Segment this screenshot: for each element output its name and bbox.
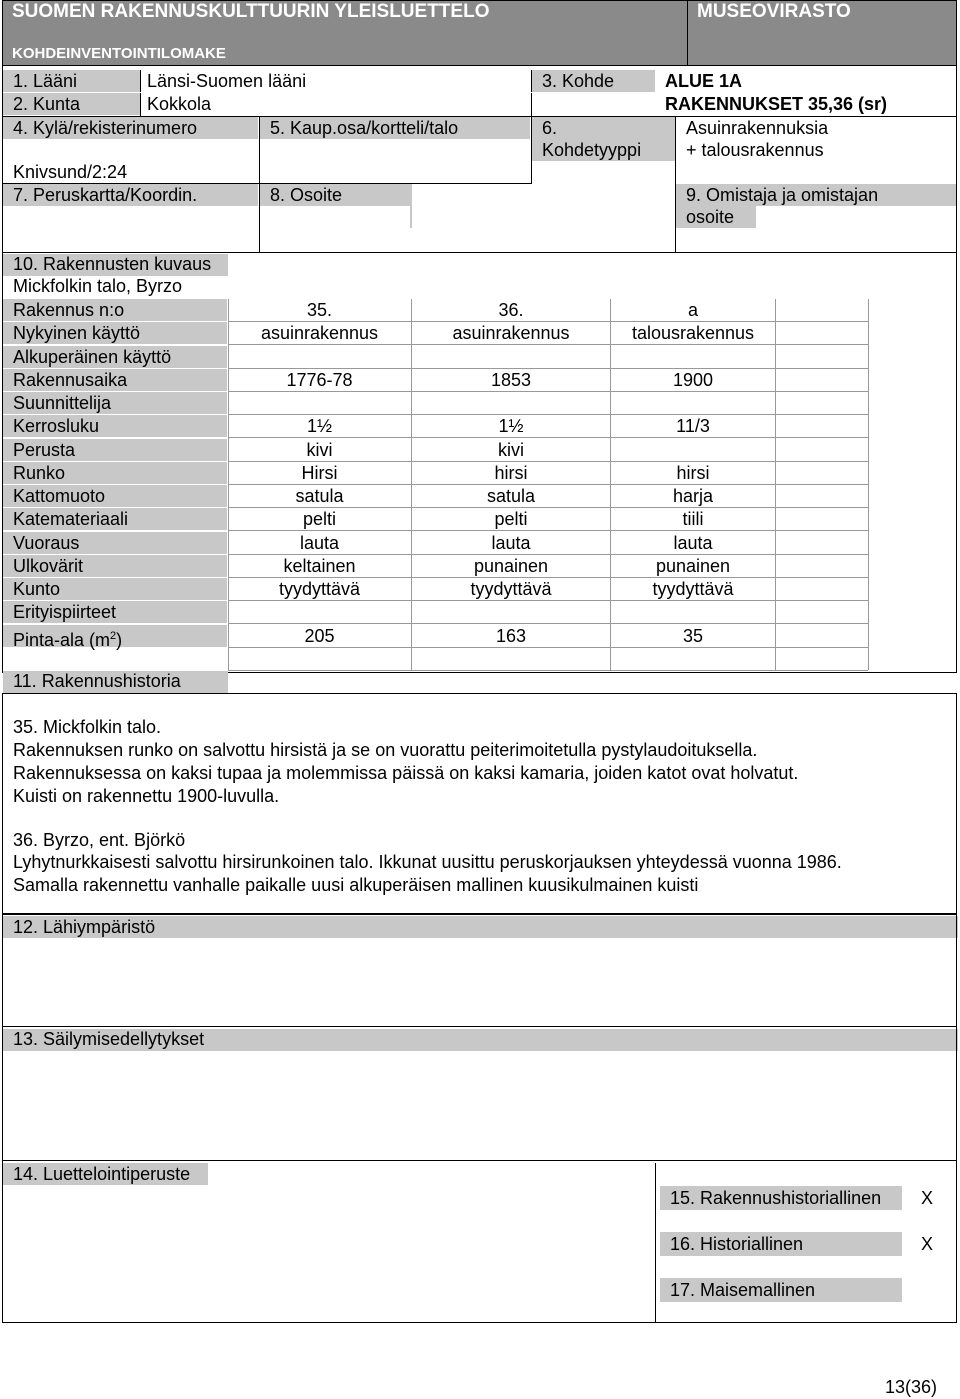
- table-row-label: [13, 369, 127, 391]
- divider: [531, 117, 532, 184]
- kohdetyyppi-value-1: Asuinrakennuksia: [686, 118, 829, 138]
- table-cell: asuinrakennus: [260, 323, 379, 343]
- table-cell: 35: [682, 626, 704, 646]
- form-subtitle: KOHDEINVENTOINTILOMAKE: [12, 45, 226, 62]
- criterion-17-label: 17. Maisemallinen: [670, 1280, 816, 1300]
- table-row-divider: [228, 437, 868, 438]
- table-cell: 36.: [498, 300, 524, 320]
- kohde-buildings: RAKENNUKSET 35,36 (sr): [665, 94, 888, 114]
- kaup-label: 5. Kaup.osa/kortteli/talo: [270, 118, 459, 138]
- omistaja-label-2: osoite: [686, 207, 735, 227]
- divider: [675, 117, 676, 253]
- row-label-text: Ulkovärit: [13, 556, 84, 576]
- table-cell: satula: [486, 486, 536, 506]
- table-column-divider: [868, 299, 869, 670]
- section-13-box: [2, 1026, 957, 1161]
- row-label-text: Kunto: [13, 579, 61, 599]
- page-number: 13(36): [885, 1377, 938, 1397]
- criterion-16-label: 16. Historiallinen: [670, 1234, 804, 1254]
- history-line: Lyhytnurkkaisesti salvottu hirsirunkoinen talo. Ikkunat uusittu peruskorjauksen yhteydessä vuonna 1986.: [13, 852, 842, 872]
- row-label-text: Erityispiirteet: [13, 602, 117, 622]
- table-row-divider: [228, 391, 868, 392]
- table-row-label: [13, 532, 79, 554]
- table-row-divider: [228, 530, 868, 531]
- table-cell: 1½: [306, 416, 333, 436]
- table-cell: punainen: [473, 556, 549, 576]
- row-label-text: Pinta-ala (m: [13, 630, 111, 650]
- kohde-value: ALUE 1A: [665, 71, 743, 91]
- omistaja-label-1: 9. Omistaja ja omistajan: [686, 185, 879, 205]
- table-cell: 205: [304, 626, 335, 646]
- divider: [3, 116, 956, 117]
- agency-name: MUSEOVIRASTO: [697, 1, 851, 22]
- table-cell: kivi: [306, 440, 333, 460]
- criterion-15-label: 15. Rakennushistoriallinen: [670, 1188, 882, 1208]
- table-column-divider: [411, 299, 412, 670]
- table-row-label: [13, 299, 124, 321]
- table-cell: 35.: [306, 300, 333, 320]
- section-11-heading: 11. Rakennushistoria: [13, 671, 181, 691]
- table-row-label: [13, 392, 111, 414]
- row-label-text: Kerrosluku: [13, 416, 100, 436]
- table-row-label: [13, 508, 128, 530]
- table-cell: asuinrakennus: [452, 323, 570, 343]
- divider: [531, 70, 532, 116]
- table-cell: lauta: [491, 533, 531, 553]
- osoite-label: 8. Osoite: [270, 185, 343, 205]
- section-10-subheading: Mickfolkin talo, Byrzo: [13, 276, 183, 296]
- laani-label: 1. Lääni: [13, 71, 78, 91]
- table-cell: keltainen: [283, 556, 356, 576]
- table-cell: tyydyttävä: [470, 579, 552, 599]
- table-cell: hirsi: [494, 463, 528, 483]
- register-title: SUOMEN RAKENNUSKULTTUURIN YLEISLUETTELO: [12, 1, 490, 22]
- table-cell: 1½: [498, 416, 524, 436]
- history-line: 35. Mickfolkin talo.: [13, 717, 162, 737]
- table-cell: satula: [295, 486, 344, 506]
- table-row-label: [13, 415, 99, 437]
- row-label-text: Nykyinen käyttö: [13, 323, 141, 343]
- kyla-label: 4. Kylä/rekisterinumero: [13, 118, 198, 138]
- table-cell: pelti: [494, 509, 528, 529]
- table-cell: tiili: [682, 509, 704, 529]
- row-label-text: Vuoraus: [13, 533, 80, 553]
- row-label-text: Rakennusaika: [13, 370, 128, 390]
- divider: [140, 70, 141, 116]
- row-label-text: Perusta: [13, 440, 76, 460]
- kunta-value: Kokkola: [147, 94, 212, 114]
- table-column-divider: [610, 299, 611, 670]
- table-cell: harja: [672, 486, 714, 506]
- table-cell: 1900: [672, 370, 714, 390]
- table-cell: tyydyttävä: [278, 579, 361, 599]
- peruskartta-label: 7. Peruskartta/Koordin.: [13, 185, 198, 205]
- table-row-label: [13, 578, 60, 600]
- table-cell: hirsi: [676, 463, 710, 483]
- section-10-heading: 10. Rakennusten kuvaus: [13, 254, 212, 274]
- table-cell: pelti: [302, 509, 337, 529]
- table-row-divider: [228, 344, 868, 345]
- divider: [655, 1163, 656, 1323]
- table-bottom-divider: [228, 670, 868, 671]
- kohdetyyppi-value-2: + talousrakennus: [686, 140, 824, 160]
- table-cell: talousrakennus: [631, 323, 755, 343]
- history-line: Kuisti on rakennettu 1900-luvulla.: [13, 786, 280, 806]
- criterion-15-mark: X: [921, 1188, 934, 1208]
- kohdetyyppi-label: Kohdetyyppi: [542, 140, 642, 160]
- table-row-label: [13, 462, 65, 484]
- divider: [3, 92, 656, 93]
- table-column-divider: [775, 299, 776, 670]
- table-cell: lauta: [673, 533, 713, 553]
- header-divider: [687, 0, 688, 66]
- row-label-superscript: 2: [110, 630, 117, 642]
- divider: [259, 117, 260, 253]
- table-row-divider: [228, 623, 868, 624]
- section-14-heading: 14. Luettelointiperuste: [13, 1164, 191, 1184]
- table-cell: 1853: [490, 370, 532, 390]
- osoite-label-edge: [410, 184, 412, 228]
- table-cell: 163: [495, 626, 527, 646]
- history-line: 36. Byrzo, ent. Björkö: [13, 830, 186, 850]
- table-cell: Hirsi: [301, 463, 338, 483]
- table-cell: lauta: [299, 533, 340, 553]
- row-label-text: Kattomuoto: [13, 486, 106, 506]
- section-12-box: [2, 914, 957, 1027]
- row-label-text: Suunnittelija: [13, 393, 112, 413]
- table-row-label: [13, 555, 83, 577]
- table-cell: tyydyttävä: [652, 579, 734, 599]
- table-cell: 1776-78: [286, 370, 353, 390]
- row-label-text: Rakennus n:o: [13, 300, 125, 320]
- row-label-text: Runko: [13, 463, 66, 483]
- table-row-label: [13, 346, 171, 368]
- table-row-label: [13, 485, 105, 507]
- table-cell: kivi: [498, 440, 524, 460]
- table-row-label: [13, 601, 116, 623]
- row-label-text: Katemateriaali: [13, 509, 129, 529]
- history-line: Rakennuksessa on kaksi tupaa ja molemmissa päissä on kaksi kamaria, joiden katot ovat holvatut.: [13, 763, 799, 783]
- laani-value: Länsi-Suomen lääni: [147, 71, 307, 91]
- history-line: Rakennuksen runko on salvottu hirsistä ja se on vuorattu peiterimoitetulla pystylaudoituksella.: [13, 740, 758, 760]
- section-12-heading: 12. Lähiympäristö: [13, 917, 156, 937]
- section-13-heading: 13. Säilymisedellytykset: [13, 1029, 205, 1049]
- kohde-label: 3. Kohde: [542, 71, 615, 91]
- row-label-text: Alkuperäinen käyttö: [13, 347, 172, 367]
- table-column-divider: [228, 299, 229, 670]
- table-row-label: [13, 322, 140, 344]
- table-row-divider: [228, 647, 868, 648]
- kunta-label: 2. Kunta: [13, 94, 81, 114]
- table-row-divider: [228, 600, 868, 601]
- history-line: Samalla rakennettu vanhalle paikalle uusi alkuperäisen mallinen kuusikulmainen kuisti: [13, 875, 699, 895]
- kyla-value: Knivsund/2:24: [13, 162, 128, 182]
- table-cell: 11/3: [676, 416, 710, 436]
- table-row-label: [13, 439, 75, 461]
- row-label-end: ): [116, 630, 123, 650]
- table-cell: a: [687, 300, 698, 320]
- criterion-16-mark: X: [921, 1234, 934, 1254]
- table-row-label: [13, 625, 122, 651]
- table-cell: punainen: [655, 556, 731, 576]
- kohdetyyppi-label-num: 6.: [542, 118, 558, 138]
